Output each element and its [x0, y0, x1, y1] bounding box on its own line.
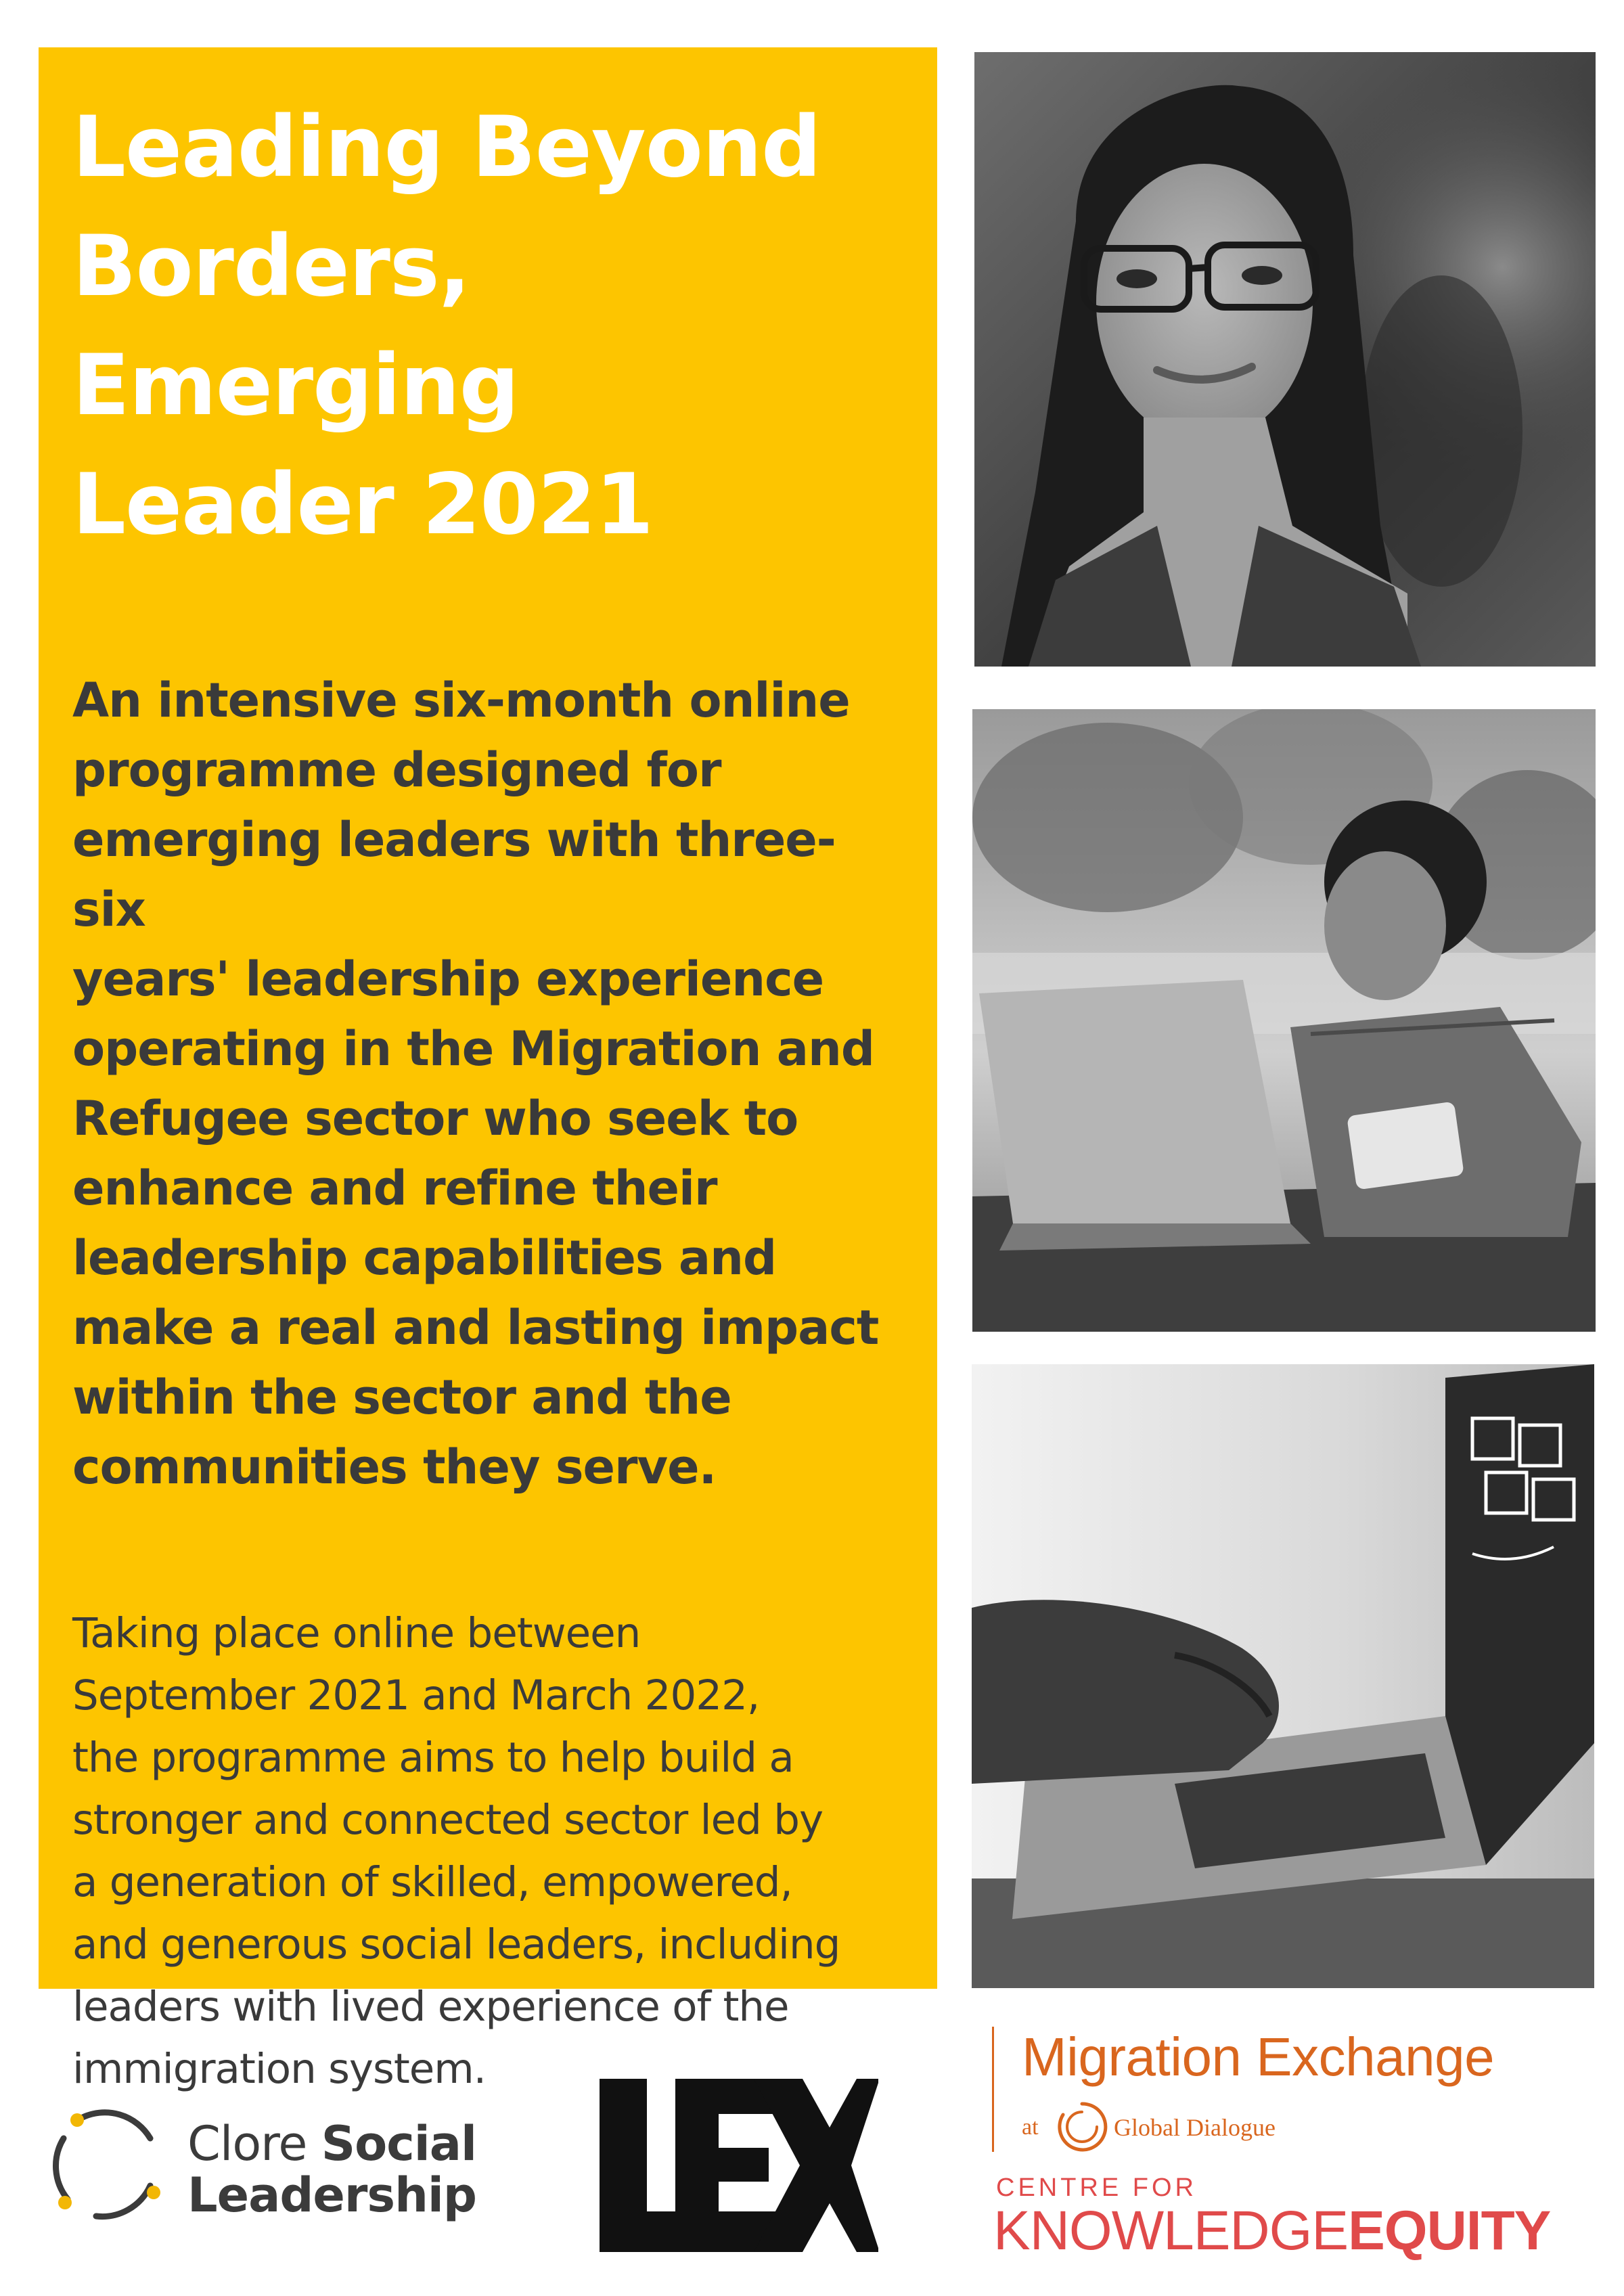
migration-exchange-title: Migration Exchange	[1022, 2027, 1495, 2087]
cke-centre-for: CENTRE FOR	[996, 2174, 1197, 2202]
clore-word-social: Social	[321, 2116, 476, 2171]
global-dialogue-circle-icon	[1055, 2100, 1109, 2154]
programme-details: Taking place online between September 2021 and March 2022, the programme aims to help build a stronger and connected sector led by a generation of skilled, empowered, and generous social leaders, including leaders with lived experience of the immigration system.	[72, 1609, 840, 2093]
photo-man-with-laptop	[972, 709, 1596, 1332]
migration-divider	[992, 2027, 994, 2152]
page-title: Leading Beyond Borders, Emerging Leader 2021	[72, 99, 821, 554]
global-dialogue-text: Global Dialogue	[1114, 2114, 1276, 2141]
intro-panel	[39, 47, 937, 2093]
lex-wordmark-icon	[600, 2079, 878, 2252]
photo-hands-typing	[972, 1364, 1594, 1988]
clore-social-leadership-logo	[49, 2098, 522, 2226]
centre-for-knowledge-equity-logo	[993, 2174, 1602, 2261]
clore-word-clore: Clore	[187, 2116, 307, 2171]
lex-logo	[600, 2079, 878, 2252]
clore-word-leadership: Leadership	[187, 2167, 477, 2223]
cke-knowledge-equity	[993, 2201, 1550, 2261]
migration-at: at	[1022, 2115, 1039, 2140]
cke-word-equity: EQUITY	[1348, 2200, 1551, 2261]
clore-wordmark	[187, 2118, 476, 2221]
cke-word-knowledge: KNOWLEDGE	[993, 2200, 1349, 2261]
photo-woman-portrait	[974, 52, 1596, 667]
clore-circular-arrows-icon	[49, 2098, 164, 2226]
migration-exchange-logo	[992, 2027, 1587, 2155]
programme-summary: An intensive six-month online programme designed for emerging leaders with three-six years' leadership experience operating in the Migration and Refugee sector who seek to enhance and refine their leadership capabilities and make a real and lasting impact within the sector and the communities they serve.	[72, 673, 879, 1495]
